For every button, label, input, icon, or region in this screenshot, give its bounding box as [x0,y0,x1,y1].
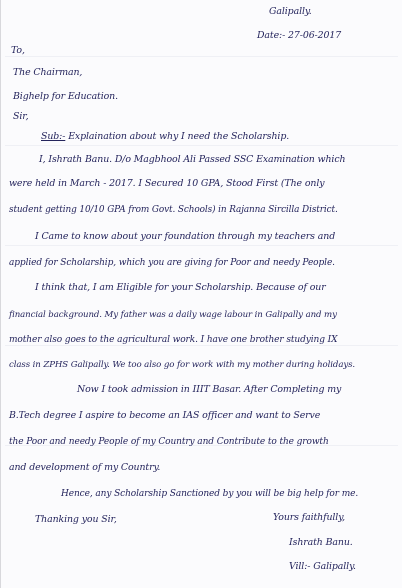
signature-village: Vill:- Galipally. [289,561,356,572]
body-line: I Came to know about your foundation through my teachers and [35,231,336,242]
to-line: To, [11,45,25,56]
body-line: Now I took admission in IIIT Basar. After Completing my [77,384,342,395]
recipient-org: Bighelp for Education. [13,91,118,102]
closing-line: Yours faithfully, [273,512,346,523]
body-line: class in ZPHS Galipally. We too also go for work with my mother during holidays. [9,360,356,370]
body-line: B.Tech degree I aspire to become an IAS officer and want to Serve [9,410,321,421]
body-line: student getting 10/10 GPA from Govt. Schools) in Rajanna Sircilla District. [9,205,338,215]
subject-label: Sub:- [41,131,66,142]
body-line: Hence, any Scholarship Sanctioned by you will be big help for me. [61,489,359,499]
body-line: I, Ishrath Banu. D/o Magbhool Ali Passed SSC Examination which [39,154,346,165]
thanks-line: Thanking you Sir, [35,514,117,525]
body-line: mother also goes to the agricultural work. I have one brother studying IX [9,335,338,345]
subject-line [41,131,289,143]
subject-text: Explaination about why I need the Scholarship. [68,131,290,142]
signature-name: Ishrath Banu. [289,537,353,548]
ruled-line [5,56,398,57]
body-line: and development of my Country. [9,462,161,473]
body-line: the Poor and needy People of my Country and Contribute to the growth [9,437,329,447]
body-line: applied for Scholarship, which you are giving for Poor and needy People. [9,258,335,268]
recipient-title: The Chairman, [13,67,83,78]
place-line: Galipally. [269,6,312,17]
ruled-line [5,245,398,246]
ruled-line [5,145,398,146]
salutation: Sir, [13,111,29,122]
date-line: Date:- 27-06-2017 [257,30,342,41]
body-line: were held in March - 2017. I Secured 10 GPA, Stood First (The only [9,178,325,189]
body-line: financial background. My father was a daily wage labour in Galipally and my [9,310,337,320]
body-line: I think that, I am Eligible for your Scholarship. Because of our [35,282,326,293]
